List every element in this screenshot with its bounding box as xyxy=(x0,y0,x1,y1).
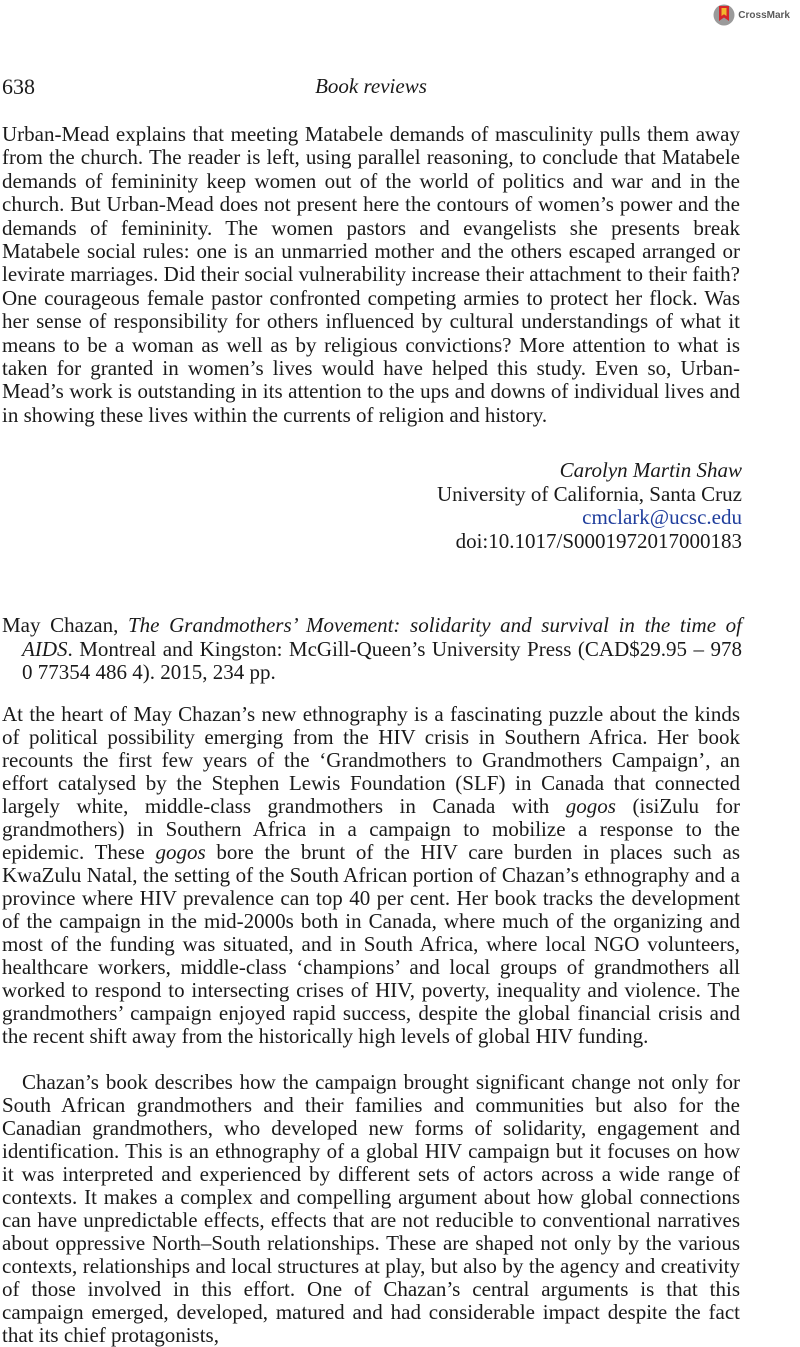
italic-term: gogos xyxy=(565,794,616,818)
book-author: May Chazan, xyxy=(2,613,128,637)
review1-closing-paragraph: Urban-Mead explains that meeting Matabele demands of masculinity pulls them away from the church. The reader is left, using parallel reasoning, to conclude that Matabele demands of femininity keep women out of the world of politics and war and in the church. But Urban-Mead does not present here the contours of women’s power and the demands of femininity. The women pastors and evangelists she presents break Matabele social rules: one is an unmarried mother and the others escaped arranged or levirate marriages. Did their social vulnerability increase their attachment to their faith? One courageous female pastor confronted competing armies to protect her flock. Was her sense of responsibility for others influenced by cultural understandings of what it means to be a woman as well as by religious convictions? More attention to what is taken for granted in women’s lives would have helped this study. Even so, Urban-Mead’s work is outstanding in its attention to the ups and downs of individual lives and in showing these lives within the currents of religion and history. xyxy=(2,122,740,427)
crossmark-icon xyxy=(713,2,735,28)
reviewer-email-link[interactable]: cmclark@ucsc.edu xyxy=(582,505,742,530)
running-title: Book reviews xyxy=(315,74,427,98)
text-run: bore the brunt of the HIV care burden in places such as KwaZulu Natal, the setting of the South African portion of Chazan’s ethnography and a province where HIV prevalence can top 40 per cent. Her book tracks the development of the campaign in the mid-2000s both in Canada, where much of the organizing and most of the funding was situated, and in South Africa, where local NGO volunteers, healthcare workers, middle-class ‘champions’ and local groups of grandmothers all worked to respond to intersecting crises of HIV, poverty, inequality and violence. The grandmothers’ campaign enjoyed rapid success, despite the global financial crisis and the recent shift away from the historically high levels of global HIV funding. xyxy=(2,840,740,1048)
book-citation xyxy=(2,614,742,685)
review-doi: doi:10.1017/S0001972017000183 xyxy=(455,528,742,553)
crossmark-label: CrossMark xyxy=(738,9,790,21)
book-title: The Grandmothers’ Movement: solidarity and survival in the time of AIDS xyxy=(22,613,742,661)
reviewer-affiliation: University of California, Santa Cruz xyxy=(436,481,742,506)
book-details: . Montreal and Kingston: McGill-Queen’s University Press (CAD$29.95 – 978 0 77354 486 4). 2015, 234 pp. xyxy=(22,636,742,685)
crossmark-badge[interactable] xyxy=(713,0,790,30)
review2-paragraph-1 xyxy=(2,703,740,1048)
italic-term: gogos xyxy=(155,840,206,864)
text-run: At the heart of May Chazan’s new ethnography is a fascinating puzzle about the kinds of political possibility emerging from the HIV crisis in Southern Africa. Her book recounts the first few years of the ‘Grandmothers to Grandmothers Campaign’, an effort catalysed by the Stephen Lewis Foundation (SLF) in Canada that connected largely white, middle-class grandmothers in Canada with xyxy=(2,702,740,818)
running-head xyxy=(2,74,740,102)
reviewer-signature xyxy=(437,459,742,553)
page-number: 638 xyxy=(2,74,35,99)
reviewer-name: Carolyn Martin Shaw xyxy=(559,458,742,482)
text-run: (isiZulu for grandmothers) in Southern Africa in a campaign to mobilize a response to the epidemic. These xyxy=(2,794,741,864)
review2-paragraph-2: Chazan’s book describes how the campaign brought significant change not only for South African grandmothers and their families and communities but also for the Canadian grandmothers, who developed new forms of solidarity, engagement and identification. This is an ethnography of a global HIV campaign but it focuses on how it was interpreted and experienced by different sets of actors across a wide range of contexts. It makes a complex and compelling argument about how global connections can have unpredictable effects, effects that are not reducible to conventional narratives about oppressive North–South relationships. These are shaped not only by the various contexts, relationships and local structures at play, but also by the agency and creativity of those involved in this effort. One of Chazan’s central arguments is that this campaign emerged, developed, matured and had considerable impact despite the fact that its chief protagonists, xyxy=(2,1070,740,1347)
